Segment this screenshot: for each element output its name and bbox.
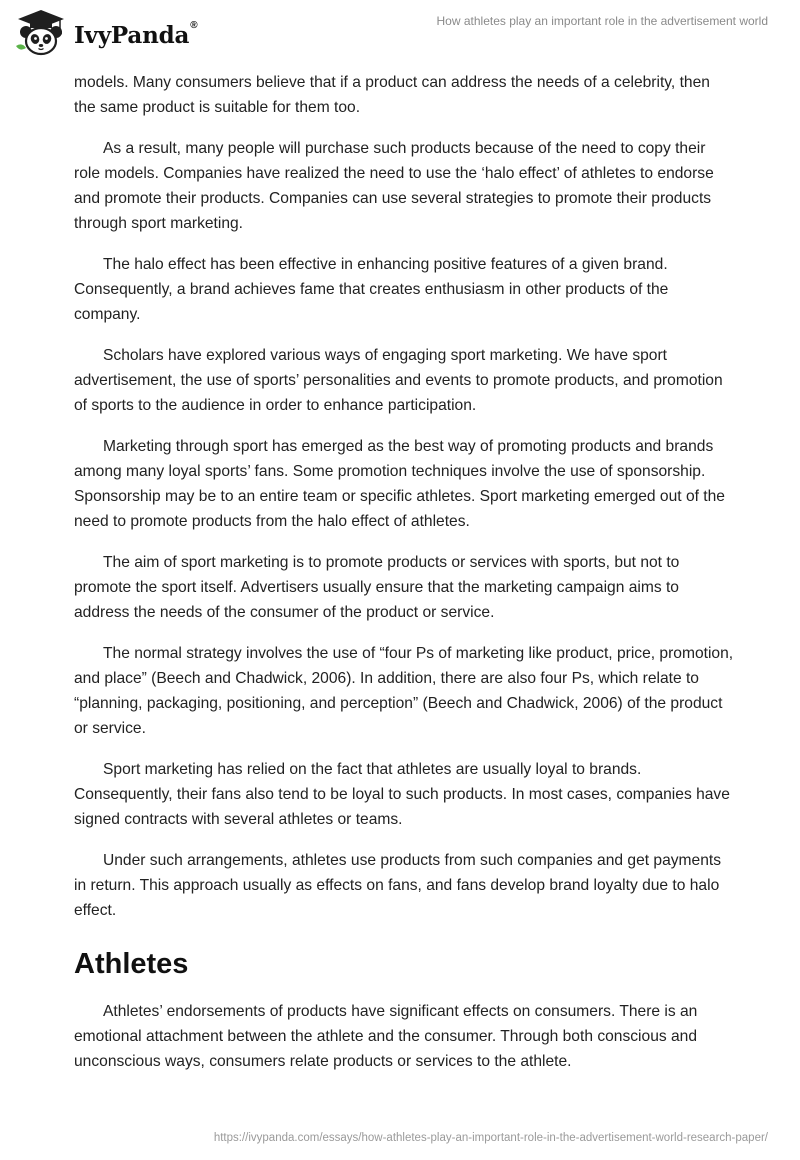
panda-graduate-icon	[14, 8, 68, 58]
brand-name: IvyPanda®	[74, 19, 198, 49]
registered-mark: ®	[190, 19, 198, 31]
essay-content	[74, 70, 734, 1090]
paragraph: Athletes’ endorsements of products have significant effects on consumers. There is an emotional attachment between the athlete and the consumer. Through both conscious and unconscious ways, consumers relate products or services to the athlete.	[74, 1003, 698, 1070]
page-header	[0, 0, 800, 66]
paragraph: Marketing through sport has emerged as the best way of promoting products and brands among many loyal sports’ fans. Some promotion techniques involve the use of sponsorship. Sponsorship may be to an entire team or specific athletes. Sport marketing emerged out of the need to promote products from the halo effect of athletes.	[74, 438, 725, 530]
paragraph: The halo effect has been effective in enhancing positive features of a given brand. Consequently, a brand achieves fame that creates enthusiasm in other products of the company.	[74, 256, 669, 323]
paragraph: Sport marketing has relied on the fact that athletes are usually loyal to brands. Consequently, their fans also tend to be loyal to such products. In most cases, companies have signed contracts with several athletes or teams.	[74, 761, 730, 828]
paragraph: Under such arrangements, athletes use products from such companies and get payments in return. This approach usually as effects on fans, and fans develop brand loyalty due to halo effect.	[74, 852, 722, 919]
section-heading: Athletes	[74, 948, 189, 980]
paragraph: Scholars have explored various ways of engaging sport marketing. We have sport advertisement, the use of sports’ personalities and events to promote products, and promotion of sports to the audience in order to enhance participation.	[74, 347, 723, 414]
paragraph: The aim of sport marketing is to promote products or services with sports, but not to promote the sport itself. Advertisers usually ensure that the marketing campaign aims to address the needs of the consumer of the product or service.	[74, 554, 680, 621]
paragraph: As a result, many people will purchase such products because of the need to copy their role models. Companies have realized the need to use the ‘halo effect’ of athletes to endorse and promote their products. Companies can use several strategies to promote their products through sport marketing.	[74, 140, 714, 232]
paragraph: The normal strategy involves the use of “four Ps of marketing like product, price, promotion, and place” (Beech and Chadwick, 2006). In addition, there are also four Ps, which relate to “planning, packaging, positioning, and perception” (Beech and Chadwick, 2006) of the product or service.	[74, 645, 734, 737]
paragraph: models. Many consumers believe that if a product can address the needs of a celebrity, then the same product is suitable for them too.	[74, 74, 710, 116]
ivypanda-logo[interactable]	[14, 8, 197, 58]
document-title: How athletes play an important role in the advertisement world	[436, 14, 768, 28]
source-url[interactable]: https://ivypanda.com/essays/how-athletes-play-an-important-role-in-the-advertisement-world-research-paper/	[213, 1132, 768, 1144]
